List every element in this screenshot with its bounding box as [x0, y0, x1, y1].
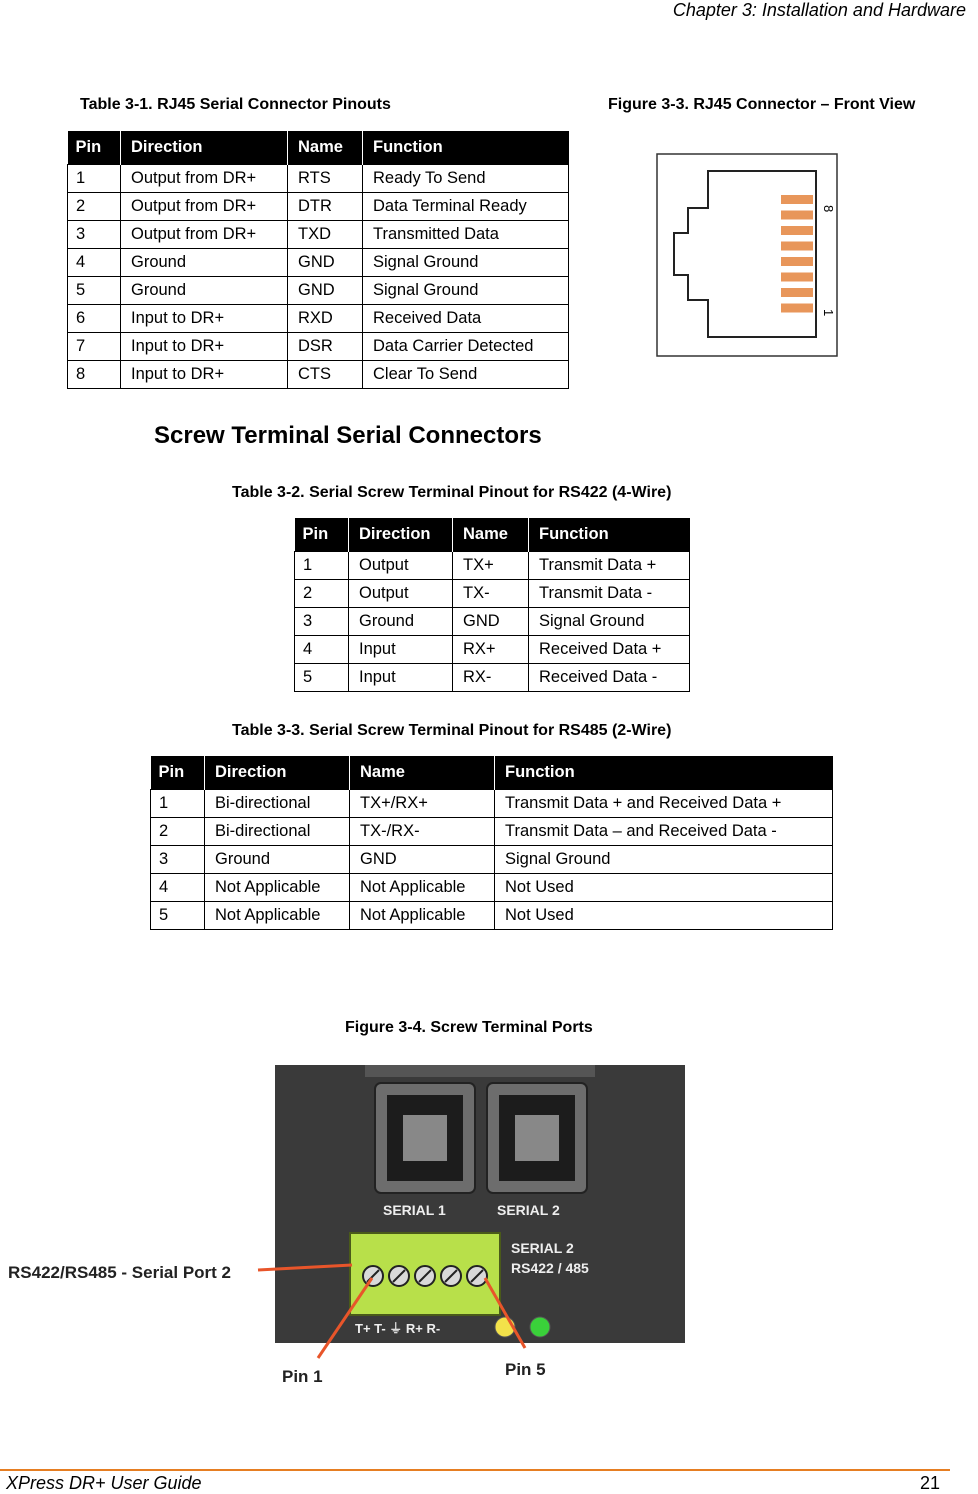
table-cell: 1: [68, 165, 121, 193]
table-cell: GND: [288, 277, 363, 305]
serial2-port: [487, 1083, 587, 1193]
rj45-pin-contact: [781, 211, 813, 220]
table2-caption: Table 3-2. Serial Screw Terminal Pinout for RS422 (4-Wire): [232, 484, 672, 501]
table-cell: TX-: [453, 580, 529, 608]
column-header: Pin: [68, 131, 121, 165]
terminal-pin-labels: T+ T- ⏚ R+ R-: [355, 1321, 441, 1336]
column-header: Name: [288, 131, 363, 165]
table-row: [295, 580, 690, 608]
table-cell: Not Applicable: [205, 902, 350, 930]
serial1-port: [375, 1083, 475, 1193]
table-cell: Received Data: [363, 305, 569, 333]
table-cell: 3: [295, 608, 349, 636]
table-header-row: [151, 756, 833, 790]
table-cell: RXD: [288, 305, 363, 333]
table-cell: 1: [151, 790, 205, 818]
table-cell: Not Used: [495, 902, 833, 930]
column-header: Name: [350, 756, 495, 790]
table-cell: Output: [349, 580, 453, 608]
table3-caption: Table 3-3. Serial Screw Terminal Pinout for RS485 (2-Wire): [232, 722, 672, 739]
rj45-pin-contact: [781, 195, 813, 204]
table-cell: Not Applicable: [350, 874, 495, 902]
table-cell: Input to DR+: [121, 361, 288, 389]
pin5-arrow: [485, 1278, 525, 1348]
pin5-callout: Pin 5: [505, 1360, 546, 1379]
table-cell: GND: [453, 608, 529, 636]
table-cell: Transmit Data – and Received Data -: [495, 818, 833, 846]
table-cell: TX+/RX+: [350, 790, 495, 818]
table-row: [68, 221, 569, 249]
table-cell: Ground: [205, 846, 350, 874]
table-cell: Received Data -: [529, 664, 690, 692]
column-header: Pin: [295, 518, 349, 552]
figure3-caption: Figure 3-3. RJ45 Connector – Front View: [608, 96, 916, 113]
table-cell: Signal Ground: [529, 608, 690, 636]
table-cell: Bi-directional: [205, 790, 350, 818]
column-header: Name: [453, 518, 529, 552]
page-number: 21: [919, 1473, 940, 1493]
table-row: [68, 249, 569, 277]
table-cell: 3: [68, 221, 121, 249]
footer-title: XPress DR+ User Guide: [6, 1473, 202, 1493]
footer-rule: [0, 1469, 950, 1471]
table-cell: 2: [295, 580, 349, 608]
table-cell: 4: [295, 636, 349, 664]
table-cell: Transmit Data -: [529, 580, 690, 608]
table-cell: 4: [151, 874, 205, 902]
table-row: [151, 902, 833, 930]
table-cell: RTS: [288, 165, 363, 193]
column-header: Direction: [121, 131, 288, 165]
serial2-label: SERIAL 2: [497, 1202, 560, 1218]
pin1-callout: Pin 1: [282, 1367, 323, 1386]
table-row: [68, 333, 569, 361]
table-cell: 3: [151, 846, 205, 874]
chapter-header: Chapter 3: Installation and Hardware: [672, 0, 966, 20]
serial-port2-arrow: [258, 1265, 352, 1270]
figure4-callouts: [0, 1230, 978, 1390]
table-row: [68, 193, 569, 221]
table-cell: Output from DR+: [121, 193, 288, 221]
serial-port2-callout: RS422/RS485 - Serial Port 2: [8, 1263, 232, 1282]
table-cell: 5: [295, 664, 349, 692]
pin1-marker: 1: [821, 309, 836, 317]
table-cell: 5: [68, 277, 121, 305]
table-cell: 4: [68, 249, 121, 277]
table-cell: 2: [151, 818, 205, 846]
table-cell: Not Applicable: [350, 902, 495, 930]
table-cell: GND: [288, 249, 363, 277]
pin1-arrow: [318, 1278, 372, 1358]
table-cell: Output from DR+: [121, 165, 288, 193]
table-cell: Not Used: [495, 874, 833, 902]
table-cell: Not Applicable: [205, 874, 350, 902]
rj45-pin-contact: [781, 304, 813, 313]
column-header: Function: [495, 756, 833, 790]
table-cell: Output from DR+: [121, 221, 288, 249]
table-cell: DTR: [288, 193, 363, 221]
table-row: [151, 790, 833, 818]
table-cell: TX+: [453, 552, 529, 580]
column-header: Function: [363, 131, 569, 165]
table-row: [295, 636, 690, 664]
table-row: [68, 277, 569, 305]
rj45-pin-contact: [781, 288, 813, 297]
table-row: [295, 552, 690, 580]
section-title: Screw Terminal Serial Connectors: [154, 422, 542, 449]
terminal-label-line2: RS422 / 485: [511, 1260, 589, 1276]
table-row: [68, 305, 569, 333]
table-cell: Transmit Data + and Received Data +: [495, 790, 833, 818]
table-cell: 5: [151, 902, 205, 930]
table-cell: Received Data +: [529, 636, 690, 664]
table-cell: 6: [68, 305, 121, 333]
rj45-outer-frame: [657, 154, 837, 356]
table-cell: Signal Ground: [363, 277, 569, 305]
table-cell: Input to DR+: [121, 333, 288, 361]
rj45-pin-contact: [781, 242, 813, 251]
table-cell: Input to DR+: [121, 305, 288, 333]
table-cell: Transmitted Data: [363, 221, 569, 249]
table-cell: 8: [68, 361, 121, 389]
figure4-caption: Figure 3-4. Screw Terminal Ports: [345, 1019, 593, 1036]
table1-caption: Table 3-1. RJ45 Serial Connector Pinouts: [80, 96, 391, 113]
pin8-marker: 8: [821, 205, 836, 213]
table-cell: TX-/RX-: [350, 818, 495, 846]
table-cell: Ground: [121, 249, 288, 277]
table-header-row: [68, 131, 569, 165]
table-cell: Signal Ground: [363, 249, 569, 277]
rj45-front-view-diagram: [656, 153, 840, 359]
table-cell: Input: [349, 636, 453, 664]
table-cell: TXD: [288, 221, 363, 249]
table-row: [68, 361, 569, 389]
rs422-pinout-table: [294, 518, 690, 692]
table-cell: GND: [350, 846, 495, 874]
table-cell: RX-: [453, 664, 529, 692]
table-cell: 2: [68, 193, 121, 221]
table-cell: Clear To Send: [363, 361, 569, 389]
rj45-pin-contact: [781, 226, 813, 235]
table-cell: Bi-directional: [205, 818, 350, 846]
table-cell: Data Carrier Detected: [363, 333, 569, 361]
table-cell: RX+: [453, 636, 529, 664]
table-cell: Ready To Send: [363, 165, 569, 193]
table-row: [295, 608, 690, 636]
table-cell: DSR: [288, 333, 363, 361]
table-row: [68, 165, 569, 193]
table-cell: 7: [68, 333, 121, 361]
column-header: Pin: [151, 756, 205, 790]
rj45-pinout-table: [67, 131, 569, 389]
table-cell: Ground: [349, 608, 453, 636]
table-cell: Ground: [121, 277, 288, 305]
table-cell: 1: [295, 552, 349, 580]
rs485-pinout-table: [150, 756, 833, 930]
terminal-label-line1: SERIAL 2: [511, 1240, 574, 1256]
table-row: [151, 818, 833, 846]
column-header: Function: [529, 518, 690, 552]
table-cell: Input: [349, 664, 453, 692]
rj45-pin-contact: [781, 257, 813, 266]
column-header: Direction: [205, 756, 350, 790]
column-header: Direction: [349, 518, 453, 552]
table-cell: CTS: [288, 361, 363, 389]
table-cell: Output: [349, 552, 453, 580]
serial1-label: SERIAL 1: [383, 1202, 446, 1218]
table-row: [151, 874, 833, 902]
table-cell: Transmit Data +: [529, 552, 690, 580]
table-cell: Signal Ground: [495, 846, 833, 874]
table-row: [151, 846, 833, 874]
table-header-row: [295, 518, 690, 552]
table-row: [295, 664, 690, 692]
rj45-pin-contact: [781, 273, 813, 282]
table-cell: Data Terminal Ready: [363, 193, 569, 221]
